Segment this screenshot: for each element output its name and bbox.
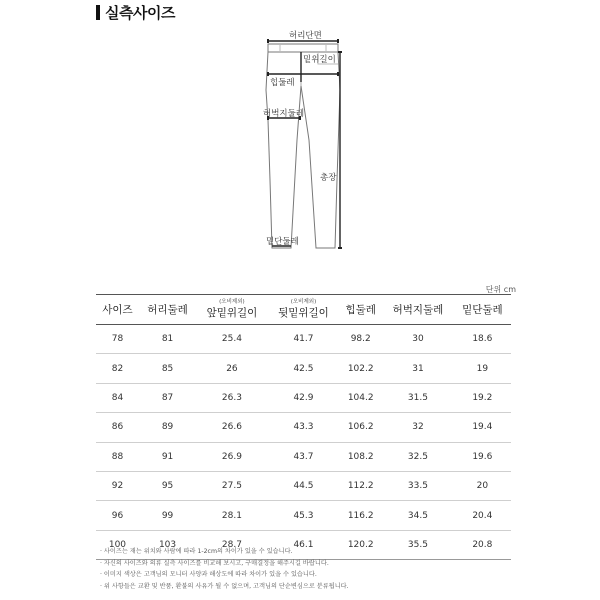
table-cell: 102.2 xyxy=(339,354,382,383)
table-cell: 91 xyxy=(139,442,196,471)
table-cell: 81 xyxy=(139,325,196,354)
table-cell: 27.5 xyxy=(196,471,268,500)
label-rise: 밑위길이 xyxy=(303,55,336,65)
column-header-label: 앞밑위길이 xyxy=(206,306,258,319)
column-header-label: 뒷밑위길이 xyxy=(278,306,329,319)
table-cell: 82 xyxy=(96,354,139,383)
table-row xyxy=(96,413,511,442)
table-cell: 32.5 xyxy=(382,442,454,471)
table-cell: 92 xyxy=(96,471,139,500)
column-header-label: 힙둘레 xyxy=(345,304,376,316)
table-cell: 26.3 xyxy=(196,383,268,412)
table-cell: 26.6 xyxy=(196,413,268,442)
table-cell: 104.2 xyxy=(339,383,382,412)
column-header-label: 허벅지둘레 xyxy=(392,304,444,316)
table-cell: 103 xyxy=(139,530,196,559)
table-cell: 19.6 xyxy=(454,442,511,471)
table-cell: 19.2 xyxy=(454,383,511,412)
column-header-label: 사이즈 xyxy=(102,304,133,316)
label-hip: 힙둘레 xyxy=(270,78,295,88)
table-cell: 43.3 xyxy=(268,413,340,442)
note-item: · 이미지 색상은 고객님의 모니터 사양과 해상도에 따라 차이가 있을 수 있습니다. xyxy=(100,571,317,578)
table-cell: 19 xyxy=(454,354,511,383)
table-cell: 18.6 xyxy=(454,325,511,354)
table-cell: 41.7 xyxy=(268,325,340,354)
label-length: 총장 xyxy=(320,173,337,183)
column-header xyxy=(454,295,511,325)
table-cell: 120.2 xyxy=(339,530,382,559)
table-cell: 31 xyxy=(382,354,454,383)
table-cell: 96 xyxy=(96,501,139,530)
table-cell: 34.5 xyxy=(382,501,454,530)
table-cell: 100 xyxy=(96,530,139,559)
table-cell: 42.5 xyxy=(268,354,340,383)
title-accent-bar xyxy=(96,5,100,20)
label-waist: 허리단면 xyxy=(289,31,322,41)
table-cell: 33.5 xyxy=(382,471,454,500)
unit-label: 단위 cm xyxy=(485,285,516,294)
table-cell: 85 xyxy=(139,354,196,383)
size-table xyxy=(96,294,511,560)
table-cell: 106.2 xyxy=(339,413,382,442)
table-cell: 46.1 xyxy=(268,530,340,559)
table-cell: 89 xyxy=(139,413,196,442)
table-row xyxy=(96,325,511,354)
table-cell: 28.7 xyxy=(196,530,268,559)
table-cell: 20.8 xyxy=(454,530,511,559)
table-cell: 42.9 xyxy=(268,383,340,412)
table-cell: 45.3 xyxy=(268,501,340,530)
table-cell: 43.7 xyxy=(268,442,340,471)
label-thigh: 허벅지둘레 xyxy=(263,109,305,119)
belt-loops xyxy=(280,44,326,52)
table-cell: 25.4 xyxy=(196,325,268,354)
table-cell: 86 xyxy=(96,413,139,442)
table-body xyxy=(96,325,511,560)
column-header-note: (오비제외) xyxy=(219,299,245,305)
notes-list xyxy=(100,546,349,592)
table-cell: 26.9 xyxy=(196,442,268,471)
column-header-note: (오비제외) xyxy=(290,299,317,305)
column-header xyxy=(339,295,382,325)
page-title: 실측사이즈 xyxy=(105,4,175,22)
table-cell: 35.5 xyxy=(382,530,454,559)
column-header xyxy=(268,295,340,325)
column-header-label: 밑단둘레 xyxy=(462,304,503,316)
table-cell: 84 xyxy=(96,383,139,412)
table-cell: 20 xyxy=(454,471,511,500)
pants-measurement-diagram xyxy=(240,30,370,260)
table-cell: 95 xyxy=(139,471,196,500)
column-header xyxy=(96,295,139,325)
table-row xyxy=(96,471,511,500)
table-cell: 108.2 xyxy=(339,442,382,471)
table-cell: 19.4 xyxy=(454,413,511,442)
table-cell: 98.2 xyxy=(339,325,382,354)
note-item: · 자신의 사이즈와 의류 실측 사이즈를 비교해 보시고, 구매결정을 해주시길 바랍니다. xyxy=(100,559,329,567)
table-cell: 44.5 xyxy=(268,471,340,500)
table-cell: 99 xyxy=(139,501,196,530)
table-cell: 78 xyxy=(96,325,139,354)
table-row xyxy=(96,383,511,412)
table-cell: 88 xyxy=(96,442,139,471)
pants-outline xyxy=(268,44,338,52)
table-cell: 30 xyxy=(382,325,454,354)
note-item: · 사이즈는 재는 위치와 사람에 따라 1-2cm의 차이가 있을 수 있습니다. xyxy=(100,548,293,555)
table-cell: 112.2 xyxy=(339,471,382,500)
table-row xyxy=(96,354,511,383)
table-cell: 87 xyxy=(139,383,196,412)
table-header-row xyxy=(96,295,511,325)
column-header xyxy=(382,295,454,325)
table-cell: 20.4 xyxy=(454,501,511,530)
column-header-label: 허리둘레 xyxy=(147,304,188,316)
table-cell: 116.2 xyxy=(339,501,382,530)
pants-right-leg xyxy=(301,52,340,248)
note-item: · 위 사항들은 교환 및 반품, 환불의 사유가 될 수 없으며, 고객님의 단순변심으로 분류됩니다. xyxy=(100,582,349,590)
column-header xyxy=(196,295,268,325)
table-row xyxy=(96,501,511,530)
table-cell: 28.1 xyxy=(196,501,268,530)
table-cell: 26 xyxy=(196,354,268,383)
table-cell: 32 xyxy=(382,413,454,442)
column-header xyxy=(139,295,196,325)
table-cell: 31.5 xyxy=(382,383,454,412)
label-hem: 밑단둘레 xyxy=(266,237,299,247)
table-row xyxy=(96,442,511,471)
